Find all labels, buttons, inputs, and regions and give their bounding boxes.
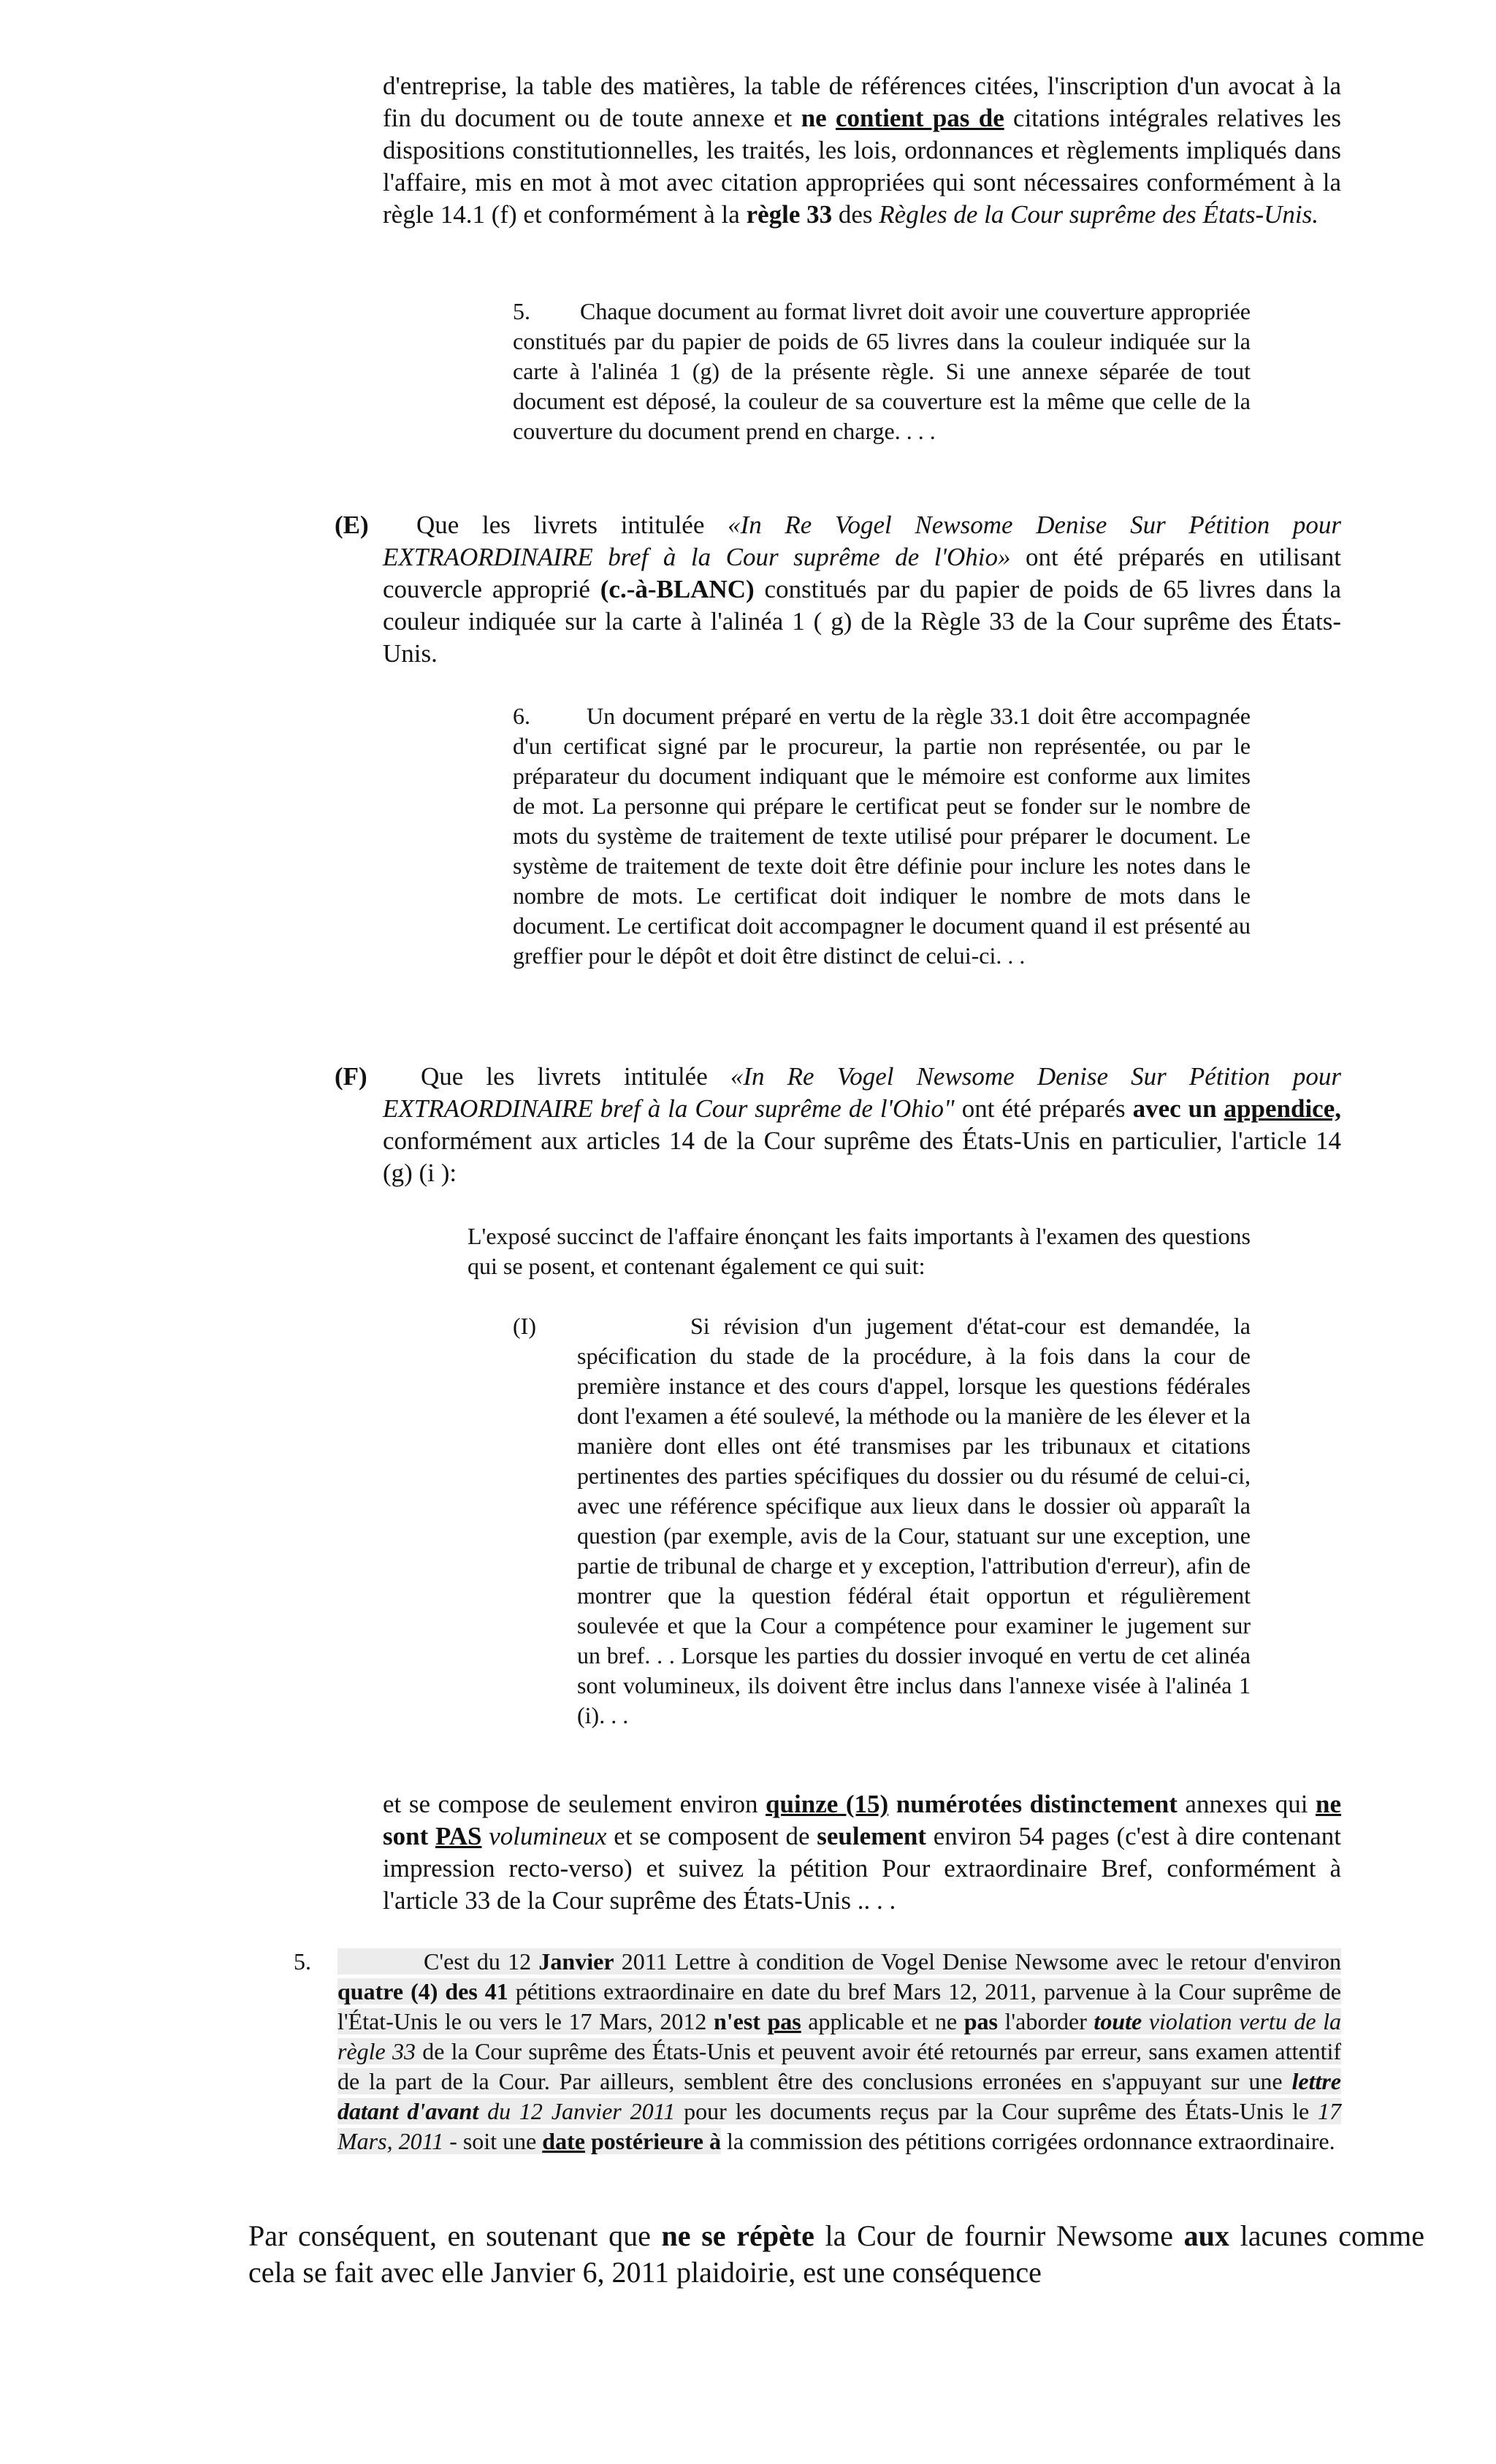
bold-text: ne se répète — [661, 2219, 814, 2252]
text: ont été préparés — [954, 1094, 1133, 1123]
text — [428, 1822, 435, 1850]
quote-text: Si révision d'un jugement d'état-cour est demandée, la spécification du stade de la procédure, à la fois dans la cour de première instance et des cours d'appel, lorsque les questions fédérales dont l'examen a été soulevé, la méthode ou la manière de les élever et la manière dont elles ont été transmises par les tribunaux et citations pertinentes des parties spécifiques du dossier ou du résumé de celui-ci, avec une référence spécifique aux lieux dans le dossier où apparaît la question (par exemple, avis de la Cour, statuant sur une exception, une partie de tribunal de charge et y exception, l'attribution d'erreur), afin de montrer que la question fédéral était opportun et régulièrement soulevée et que la Cour a compétence pour examiner le jugement sur un bref. . . Lorsque les parties du dossier invoqué en vertu de cet alinéa sont volumineux, ils doivent être inclus dans l'annexe visée à l'alinéa 1 (i). . . — [577, 1313, 1251, 1728]
text: citations intégrales relatives les dispositions constitutionnelles, les traités, les lois, ordonnances et règlements impliqués dans l'affaire, mis en mot à mot avec citation appropriées qui sont nécessaires conformément à la règle 14.1 (f) et conformément à la — [383, 104, 1342, 229]
paragraph-compose — [383, 1788, 1341, 1917]
paragraph-5 — [294, 1947, 1342, 2156]
italic-text: Règles de la Cour suprême des États-Unis. — [879, 200, 1319, 229]
bold-text: règle 33 — [746, 200, 833, 229]
text: pétitions extraordinaire en date du bref Mars 12, 2011, parvenue à la Cour suprême de l'État-Unis le ou vers le 17 Mars, 2012 — [337, 1978, 1341, 2034]
text: C'est du 12 — [424, 1948, 539, 1975]
text: environ 54 pages (c'est à dire contenant impression recto-verso) et suivez la pétition Pour extraordinaire Bref, conformément à l'article 33 de la Cour suprême des États-Unis .. . . — [383, 1822, 1342, 1915]
italic-text: violation vertu de la règle 33 — [337, 2008, 1341, 2064]
underlined-bold-text: ne — [1316, 1790, 1342, 1818]
underlined-bold-text: pas — [767, 2008, 801, 2034]
text: lacunes comme cela se fait avec elle Janvier 6, 2011 plaidoirie, est une conséquence — [248, 2219, 1424, 2289]
quote-number: (I) — [513, 1313, 536, 1339]
text: ont été préparés en utilisant couvercle approprié — [383, 543, 1341, 603]
bold-text: aux — [1183, 2219, 1229, 2252]
underlined-bold-text: date — [542, 2128, 585, 2154]
bold-text: postérieure à — [584, 2128, 721, 2154]
text: et se composent de — [606, 1822, 817, 1850]
bold-text: sont — [383, 1822, 429, 1850]
text: pour les documents reçus par la Cour suprême des États-Unis le — [675, 2098, 1318, 2124]
text: - soit une — [443, 2128, 543, 2154]
text: des — [832, 200, 879, 229]
text: Par conséquent, en soutenant que — [248, 2219, 662, 2252]
text: annexes qui — [1177, 1790, 1316, 1818]
text: conformément aux articles 14 de la Cour suprême des États-Unis en particulier, l'article 14 (g) (i ): — [383, 1126, 1341, 1187]
paragraph-label: (E) — [335, 511, 369, 539]
text: la commission des pétitions corrigées ordonnance extraordinaire. — [720, 2128, 1335, 2154]
bold-text: (c.-à-BLANC) — [600, 575, 755, 603]
bold-text: pas — [963, 2008, 998, 2034]
bold-text: Janvier — [538, 1948, 614, 1975]
text: 2011 Lettre à condition de Vogel Denise Newsome avec le retour d'environ — [614, 1948, 1342, 1975]
quote-text: L'exposé succinct de l'affaire énonçant les faits importants à l'examen des questions qui se posent, et contenant également ce qui suit: — [468, 1223, 1251, 1279]
text: et se compose de seulement environ — [383, 1790, 766, 1818]
quote-expose — [468, 1221, 1251, 1281]
text: la Cour de fournir Newsome — [814, 2219, 1184, 2252]
top-paragraph — [383, 70, 1341, 231]
bold-text: seulement — [817, 1822, 926, 1850]
bold-text: quatre (4) des 41 — [337, 1978, 508, 2005]
italic-text: volumineux — [489, 1822, 607, 1850]
quote-rule-5 — [513, 297, 1251, 446]
paragraph-number: 5. — [294, 1948, 311, 1975]
text: Que les livrets intitulée — [421, 1062, 730, 1091]
italic-title: «In Re Vogel Newsome Denise Sur Pétition pour EXTRAORDINAIRE bref à la Cour suprême de l'Ohio» — [383, 511, 1341, 571]
text: l'aborder — [997, 2008, 1094, 2034]
paragraph-f — [335, 1061, 1341, 1189]
italic-title: «In Re Vogel Newsome Denise Sur Pétition pour EXTRAORDINAIRE bref à la Cour suprême de l'Ohio" — [383, 1062, 1341, 1123]
bold-italic-text: toute — [1094, 2008, 1142, 2034]
bold-text: ne — [801, 104, 836, 132]
bold-text: n'est — [713, 2008, 760, 2034]
quote-item-i — [513, 1311, 1251, 1731]
text: d'entreprise, la table des matières, la table de références citées, l'inscription d'un avocat à la fin du document ou de toute annexe et — [383, 72, 1341, 132]
text: de la Cour suprême des États-Unis et peuvent avoir été retournés par erreur, sans examen attentif de la part de la Cour. Par ailleurs, semblent être des conclusions erronées en s'appuyant sur une — [337, 2038, 1342, 2094]
bold-italic-text: lettre datant d'avant — [337, 2068, 1341, 2124]
final-paragraph — [248, 2218, 1424, 2291]
text: applicable et ne — [801, 2008, 964, 2034]
text: Que les livrets intitulée — [416, 511, 728, 539]
quote-text: Un document préparé en vertu de la règle 33.1 doit être accompagnée d'un certificat signé par le procureur, la partie non représentée, ou par le préparateur du document indiquant que le mémoire est conforme aux limites de mot. La personne qui prépare le certificat peut se fonder sur le nombre de mots du système de traitement de texte utilisé pour préparer le document. Le système de traitement de texte doit être définie pour inclure les notes dans le nombre de mots. Le certificat doit indiquer le nombre de mots dans le document. Le certificat doit accompagner le document quand il est présenté au greffier pour le dépôt et doit être distinct de celui-ci. . . — [513, 703, 1251, 969]
italic-text: 17 Mars, 2011 — [337, 2098, 1342, 2154]
underlined-bold-text: contient pas de — [836, 104, 1004, 132]
quote-text: Chaque document au format livret doit avoir une couverture appropriée constitués par du papier de poids de 65 livres dans la couleur indiquée sur la carte à l'alinéa 1 (g) de la présente règle. Si une annexe séparée de tout document est déposé, la couleur de sa couverture est la même que celle de la couverture du document prend en charge. . . . — [513, 298, 1251, 444]
quote-number: 6. — [513, 703, 530, 729]
underlined-bold-text: PAS — [435, 1822, 482, 1850]
highlighted-text — [337, 1948, 1341, 2154]
quote-number: 5. — [513, 298, 530, 324]
italic-text: du 12 Janvier 2011 — [478, 2098, 676, 2124]
paragraph-e — [335, 509, 1341, 670]
paragraph-label: (F) — [335, 1062, 367, 1091]
bold-text: numérotées distinctement — [888, 1790, 1178, 1818]
text: constitués par du papier de poids de 65 livres dans la couleur indiquée sur la carte à l'alinéa 1 ( g) de la Règle 33 de la Cour suprême des États-Unis. — [383, 575, 1341, 668]
underlined-bold-text: appendice, — [1224, 1094, 1341, 1123]
text — [482, 1822, 489, 1850]
bold-text: avec un — [1132, 1094, 1224, 1123]
quote-rule-6 — [513, 701, 1251, 971]
underlined-bold-text: quinze (15) — [766, 1790, 889, 1818]
